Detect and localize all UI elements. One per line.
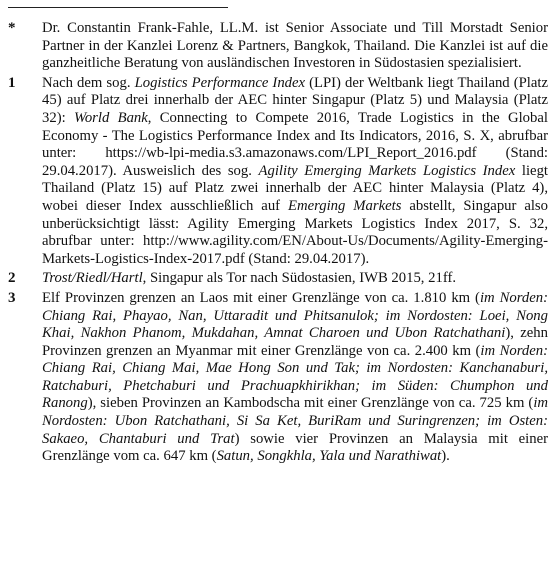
footnote-text (42, 290, 548, 466)
footnote-text-run: , Connecting to Compete 2016, Trade Logistics in the Global Economy - The Logistics Performance Index and Its Indicators, 2016, S. X, abrufbar unter: https://wb-lpi-media.s3.amazonaws.com/LPI_Report_2016.pdf (Stand: 29.04.2017). Ausweislich des sog. (42, 109, 548, 179)
footnote-text-italic: World Bank (73, 109, 148, 126)
footnote-marker: 3 (8, 289, 16, 306)
footnote-text-run: ) sowie vier Provinzen an Malaysia mit einer Grenzlänge vom ca. 647 km ( (42, 430, 548, 465)
footnote-text-italic: Agility Emerging Markets Logistics Index (258, 162, 516, 179)
footnote-3 (8, 290, 548, 466)
footnote-text-run: , Singapur als Tor nach Südostasien, IWB 2015, 21ff. (142, 270, 457, 287)
footnote-text-italic: Satun, Songkhla, Yala und Narathiwat (216, 448, 442, 465)
footnote-text-italic: Emerging Markets (287, 197, 402, 214)
footnotes-section (8, 20, 548, 468)
footnote-separator-rule (8, 7, 228, 8)
footnote-text-run: liegt Thailand (Platz 15) auf Platz zwei innerhalb der AEC hinter Malaysia (Platz 4), wobei dieser Index ausschließlich auf (42, 162, 548, 214)
footnote-text (42, 20, 548, 73)
footnote-marker: 1 (8, 74, 16, 91)
footnote-text-italic: im Nordosten: Ubon Ratchathani, Si Sa Ket, BuriRam und Suringrenzen; im Osten: Sakaeo, Chantaburi und Trat (42, 395, 548, 447)
footnote-author (8, 20, 548, 73)
footnote-text-run: Nach dem sog. (42, 74, 135, 91)
footnote-text-run: Dr. Constantin Frank-Fahle, LL.M. ist Senior Associate und Till Morstadt Senior Partner in der Kanzlei Lorenz & Partners, Bangkok, Thailand. Die Kanzlei ist auf die ganzheitliche Beratung von ausländischen Investoren in Südostasien spezialisiert. (42, 20, 548, 72)
footnote-1 (8, 75, 548, 269)
footnote-text (42, 270, 548, 288)
footnote-text-run: ), zehn Provinzen grenzen an Myanmar mit einer Grenzlänge von ca. 2.400 km ( (42, 325, 548, 359)
footnote-2 (8, 270, 548, 288)
footnote-text-run: ), sieben Provinzen an Kambodscha mit einer Grenzlänge von ca. 725 km ( (87, 395, 534, 412)
footnote-text-italic: im Norden: Chiang Rai, Phayao, Nan, Uttaradit und Phitsanulok; im Nordosten: Loei, Nong Khai, Nakhon Phanom, Mukdahan, Amnat Charoen und Ubon Ratchathani (42, 289, 548, 342)
footnote-text-italic: Trost/Riedl/Hartl (42, 270, 143, 287)
footnote-text-run: ). (441, 448, 450, 465)
footnote-text (42, 75, 548, 269)
footnote-text-run: Elf Provinzen grenzen an Laos mit einer Grenzlänge von ca. 1.810 km ( (42, 289, 480, 306)
footnote-text-run: (LPI) der Weltbank liegt Thailand (Platz 45) auf Platz drei innerhalb der AEC hinter Singapur (Platz 5) und Malaysia (Platz 32): (42, 74, 548, 126)
footnote-text-italic: im Norden: Chiang Rai, Chiang Mai, Mae Hong Son und Tak; im Nordosten: Kanchanaburi, Ratchaburi, Phetchaburi und Prachuapkhirikhan; im Süden: Chumphon und Ranong (42, 342, 548, 412)
footnote-text-italic: Logistics Performance Index (134, 74, 306, 91)
footnote-marker: 2 (8, 270, 16, 287)
footnote-marker: * (8, 20, 16, 36)
footnote-text-run: abstellt, Singapur also unberücksichtigt lässt: Agility Emerging Markets Logistics Index 2017, S. 32, abrufbar unter: http://www.agility.com/EN/About-Us/Documents/Agility-Emerging-Markets-Logistics-Index-2017.pdf (Stand: 29.04.2017). (42, 197, 548, 267)
